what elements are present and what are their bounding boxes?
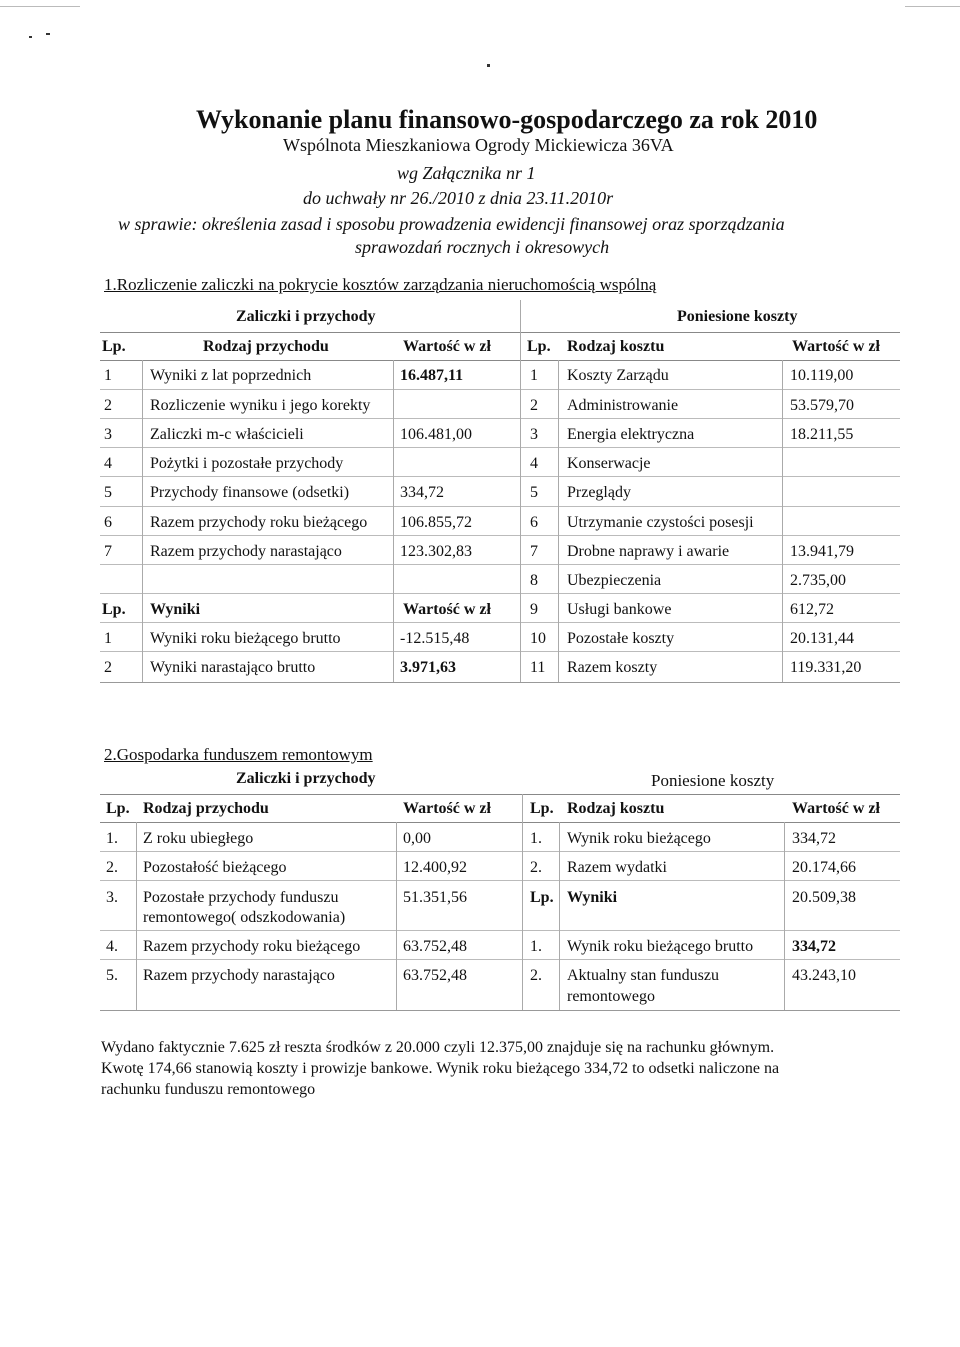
income-row-lp: 2: [104, 397, 112, 414]
income-row-value: 51.351,56: [403, 889, 467, 906]
income-row-lp: 2.: [106, 859, 118, 876]
cost-row-name: Konserwacje: [567, 455, 651, 472]
rule: [100, 622, 900, 623]
rule: [100, 959, 900, 960]
rule: [100, 851, 900, 852]
cost-row-name: Administrowanie: [567, 397, 679, 414]
cost-row-value: 13.941,79: [790, 543, 854, 560]
cost-row-lp: 4: [530, 455, 538, 472]
result-row-lp: 2.: [530, 967, 542, 984]
cost-row-name: Koszty Zarządu: [567, 367, 669, 384]
section-2-heading: 2.Gospodarka funduszem remontowym: [104, 745, 373, 764]
cost-row-value: 18.211,55: [790, 426, 854, 443]
income-row-name: Wyniki z lat poprzednich: [150, 367, 312, 384]
header-line-4: sprawozdań rocznych i okresowych: [355, 237, 610, 257]
income-row-value: 63.752,48: [403, 938, 467, 955]
income-row-lp: 4.: [106, 938, 118, 955]
cost-row-lp: 8: [530, 572, 538, 589]
section-1-heading: 1.Rozliczenie zaliczki na pokrycie kosztów zarządzania nieruchomością wspólną: [104, 275, 657, 294]
document-subtitle: Wspólnota Mieszkaniowa Ogrody Mickiewicza 36VA: [283, 135, 674, 155]
cost-group-label: Poniesione koszty: [677, 308, 798, 325]
cost-row-lp: 1: [530, 367, 538, 384]
result-row-value: 334,72: [792, 938, 836, 955]
cost-row-value: 10.119,00: [790, 367, 854, 384]
cost-row-lp: 3: [530, 426, 538, 443]
rule: [100, 593, 900, 594]
scan-speck: [487, 64, 490, 67]
cost-row-name: Przeglądy: [567, 484, 631, 501]
col-cost-label: Rodzaj kosztu: [567, 800, 665, 817]
col-lp-label: Lp.: [527, 338, 551, 355]
result-row-name: Wyniki narastająco brutto: [150, 659, 316, 676]
cost-row-lp: 2: [530, 397, 538, 414]
column-rule: [136, 822, 137, 1010]
results-lp-label: Lp.: [530, 889, 554, 906]
cost-row-value: 20.174,66: [792, 859, 856, 876]
income-row-value: 106.481,00: [400, 426, 472, 443]
cost-row-value: 119.331,20: [790, 659, 862, 676]
cost-row-lp: 1.: [530, 830, 542, 847]
cost-row-name: Utrzymanie czystości posesji: [567, 514, 754, 531]
header-line-2: do uchwały nr 26./2010 z dnia 23.11.2010r: [303, 188, 614, 208]
document-title: Wykonanie planu finansowo-gospodarczego za rok 2010: [196, 105, 818, 134]
rule: [100, 447, 900, 448]
income-row-lp: 1: [104, 367, 112, 384]
rule: [100, 535, 900, 536]
cost-row-name: Usługi bankowe: [567, 601, 672, 618]
rule: [100, 332, 900, 333]
income-row-lp: 3.: [106, 889, 118, 906]
income-row-name: Z roku ubiegłego: [143, 830, 254, 847]
col-income-label: Rodzaj przychodu: [143, 800, 269, 817]
cost-row-name: Ubezpieczenia: [567, 572, 662, 589]
rule: [100, 880, 900, 881]
rule: [100, 822, 900, 823]
result-row-name: Aktualny stan funduszu: [567, 967, 719, 984]
column-rule: [142, 360, 143, 682]
scan-edge-line: [0, 6, 80, 7]
income-row-lp: 6: [104, 514, 112, 531]
rule: [100, 1010, 900, 1011]
income-row-lp: 3: [104, 426, 112, 443]
scan-speck: [46, 33, 50, 35]
income-row-value: 16.487,11: [400, 367, 464, 384]
cost-row-lp: 6: [530, 514, 538, 531]
cost-row-name: Razem koszty: [567, 659, 658, 676]
cost-row-lp: 2.: [530, 859, 542, 876]
result-row-value: -12.515,48: [400, 630, 470, 647]
income-row-value: 123.302,83: [400, 543, 472, 560]
cost-row-name: Energia elektryczna: [567, 426, 695, 443]
column-rule: [558, 360, 559, 682]
col-lp-label: Lp.: [106, 800, 130, 817]
income-row-name: Pozostałe przychody funduszu: [143, 889, 339, 906]
column-rule: [520, 300, 521, 682]
income-row-name: Przychody finansowe (odsetki): [150, 484, 350, 501]
footer-line-2: Kwotę 174,66 stanowią koszty i prowizje bankowe. Wynik roku bieżącego 334,72 to odsetki naliczone na: [101, 1060, 780, 1077]
results-label: Wyniki: [567, 889, 618, 906]
rule: [100, 476, 900, 477]
cost-row-lp: 11: [530, 659, 546, 676]
col-value-label: Wartość w zł: [792, 338, 880, 355]
rule: [100, 360, 900, 361]
income-row-name: Razem przychody roku bieżącego: [143, 938, 361, 955]
column-rule: [782, 360, 783, 682]
income-row-name: Zaliczki m-c właścicieli: [150, 426, 304, 443]
rule: [100, 389, 900, 390]
result-row-value: 43.243,10: [792, 967, 856, 984]
rule: [100, 506, 900, 507]
income-row-name: Pożytki i pozostałe przychody: [150, 455, 344, 472]
rule: [100, 418, 900, 419]
results-value-label: Wartość w zł: [403, 601, 491, 618]
column-rule: [559, 822, 560, 1010]
cost-row-value: 612,72: [790, 601, 834, 618]
income-row-value: 106.855,72: [400, 514, 472, 531]
cost-row-lp: 9: [530, 601, 538, 618]
footer-line-3: rachunku funduszu remontowego: [101, 1081, 316, 1098]
cost-row-value: 20.131,44: [790, 630, 854, 647]
result-row-name: Wynik roku bieżącego brutto: [567, 938, 754, 955]
cost-group-label: Poniesione koszty: [651, 771, 775, 790]
col-lp-label: Lp.: [530, 800, 554, 817]
cost-row-name: Drobne naprawy i awarie: [567, 543, 730, 560]
col-value-label: Wartość w zł: [403, 338, 491, 355]
income-row-name: Razem przychody roku bieżącego: [150, 514, 368, 531]
rule: [100, 930, 900, 931]
income-row-value: 0,00: [403, 830, 431, 847]
column-rule: [396, 822, 397, 1010]
income-row-name: Pozostałość bieżącego: [143, 859, 287, 876]
result-row-lp: 1: [104, 630, 112, 647]
income-row-name: Rozliczenie wyniku i jego korekty: [150, 397, 371, 414]
income-row-lp: 4: [104, 455, 112, 472]
header-line-3: w sprawie: określenia zasad i sposobu prowadzenia ewidencji finansowej oraz sporządzania: [118, 214, 785, 234]
income-row-lp: 5: [104, 484, 112, 501]
col-value-label: Wartość w zł: [403, 800, 491, 817]
results-label: Wyniki: [150, 601, 201, 618]
scan-speck: [29, 36, 32, 38]
cost-row-value: 53.579,70: [790, 397, 854, 414]
results-lp-label: Lp.: [102, 601, 126, 618]
cost-row-value: 2.735,00: [790, 572, 846, 589]
result-row-name: Wyniki roku bieżącego brutto: [150, 630, 341, 647]
result-row-lp: 2: [104, 659, 112, 676]
cost-row-name: Wynik roku bieżącego: [567, 830, 711, 847]
cost-row-lp: 10: [530, 630, 546, 647]
income-group-label: Zaliczki i przychody: [236, 308, 376, 325]
col-cost-label: Rodzaj kosztu: [567, 338, 665, 355]
result-row-value: 3.971,63: [400, 659, 456, 676]
cost-row-name: Pozostałe koszty: [567, 630, 675, 647]
col-lp-label: Lp.: [102, 338, 126, 355]
footer-line-1: Wydano faktycznie 7.625 zł reszta środków z 20.000 czyli 12.375,00 znajduje się na rachunku głównym.: [101, 1039, 775, 1056]
scan-edge-line: [905, 6, 960, 7]
cost-row-lp: 7: [530, 543, 538, 560]
header-line-1: wg Załącznika nr 1: [397, 163, 536, 183]
column-rule: [522, 794, 523, 1010]
col-income-label: Rodzaj przychodu: [203, 338, 329, 355]
cost-row-name: Razem wydatki: [567, 859, 667, 876]
rule: [100, 682, 900, 683]
income-row-lp: 5.: [106, 967, 118, 984]
income-row-lp: 1.: [106, 830, 118, 847]
rule: [100, 794, 900, 795]
income-group-label: Zaliczki i przychody: [236, 770, 376, 787]
results-total-value: 20.509,38: [792, 889, 856, 906]
income-row-name-cont: remontowego( odszkodowania): [143, 909, 346, 926]
result-row-name-cont: remontowego: [567, 988, 655, 1005]
column-rule: [784, 822, 785, 1010]
income-row-value: 12.400,92: [403, 859, 467, 876]
cost-row-value: 334,72: [792, 830, 836, 847]
col-value-label: Wartość w zł: [792, 800, 880, 817]
column-rule: [393, 360, 394, 682]
rule: [100, 564, 900, 565]
income-row-value: 63.752,48: [403, 967, 467, 984]
income-row-name: Razem przychody narastająco: [150, 543, 342, 560]
cost-row-lp: 5: [530, 484, 538, 501]
income-row-lp: 7: [104, 543, 112, 560]
result-row-lp: 1.: [530, 938, 542, 955]
rule: [100, 651, 900, 652]
income-row-name: Razem przychody narastająco: [143, 967, 335, 984]
income-row-value: 334,72: [400, 484, 444, 501]
